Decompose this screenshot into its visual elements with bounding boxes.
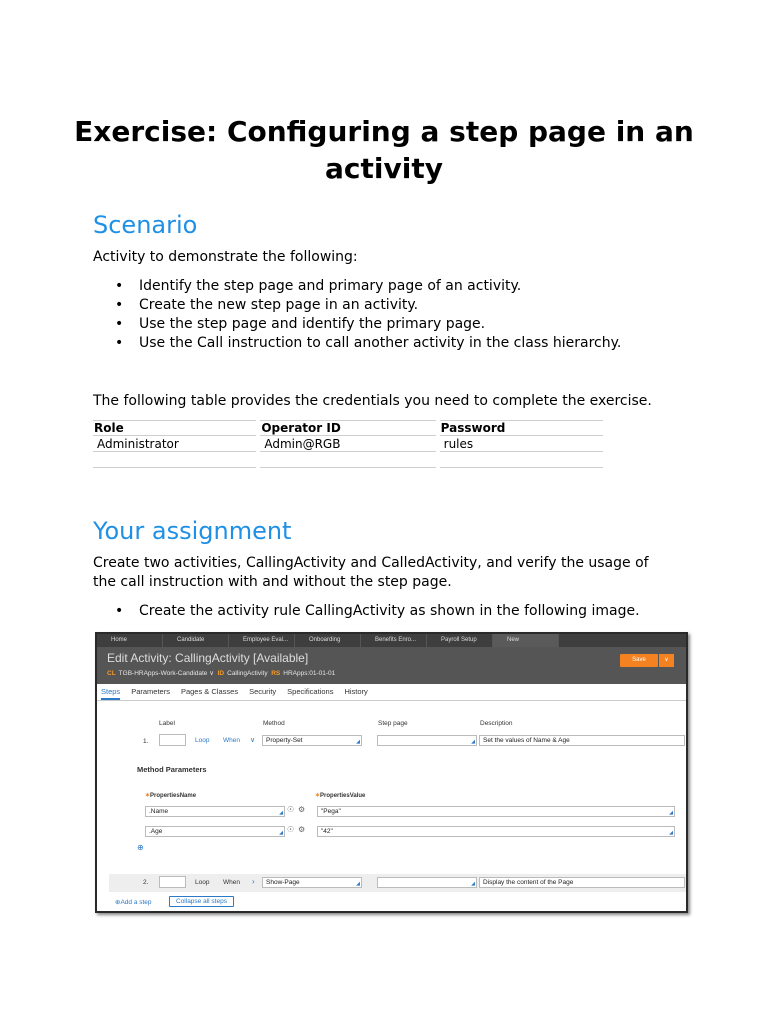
rule-form-tabs — [97, 684, 686, 701]
chevron-down-icon[interactable]: ∨ — [250, 737, 256, 744]
tab-security[interactable]: Security — [249, 687, 277, 696]
method-select[interactable]: Show-Page ◢ — [262, 877, 362, 888]
portal-tab-bar — [97, 634, 686, 647]
gear-icon[interactable]: ⚙ — [298, 805, 306, 814]
property-name-input[interactable]: .Name ◢ — [145, 806, 285, 817]
class-link[interactable]: TGB-HRApps-Work-Candidate — [118, 670, 208, 677]
chevron-down-icon[interactable]: ∨ — [209, 670, 214, 677]
scenario-bullet-list — [93, 277, 621, 353]
cell-password: rules — [440, 436, 603, 452]
add-step-link[interactable]: ⊕Add a step — [115, 899, 152, 906]
activity-screenshot — [95, 632, 688, 913]
when-link[interactable]: When — [223, 737, 240, 744]
description-column-header: Description — [480, 720, 513, 727]
tab-new[interactable]: New — [493, 634, 559, 647]
tab-payroll-setup[interactable]: Payroll Setup — [427, 634, 493, 647]
method-parameters-heading: Method Parameters — [137, 765, 207, 774]
scenario-heading: Scenario — [93, 211, 198, 239]
tab-parameters[interactable]: Parameters — [131, 687, 170, 696]
assignment-text: Create two activities, CallingActivity and CalledActivity, and verify the usage of the call instruction with and without the step page. — [93, 555, 649, 590]
rule-title: Edit Activity: CallingActivity [Available] — [107, 651, 309, 665]
tab-specifications[interactable]: Specifications — [287, 687, 334, 696]
tab-benefits-enro[interactable]: Benefits Enro... — [361, 634, 427, 647]
id-value: CallingActivity — [227, 670, 268, 677]
method-select[interactable]: Property-Set ◢ — [262, 735, 362, 746]
step-label-input[interactable] — [159, 876, 186, 888]
meta-key: ID — [217, 670, 225, 677]
list-item: • Create the new step page in an activity. — [93, 296, 621, 315]
loop-link[interactable]: Loop — [195, 737, 210, 744]
when-label[interactable]: When — [223, 879, 240, 886]
rule-meta — [107, 669, 335, 677]
page-title: Exercise: Configuring a step page in an activity — [74, 115, 694, 185]
gear-icon[interactable]: ⚙ — [298, 825, 306, 834]
table-row — [93, 436, 603, 452]
add-icon: ⊕ — [115, 899, 121, 906]
tab-employee-eval[interactable]: Employee Eval... — [229, 634, 295, 647]
ruleset-link[interactable]: HRApps:01-01-01 — [283, 670, 336, 677]
method-column-header: Method — [263, 720, 285, 727]
assignment-heading: Your assignment — [93, 517, 292, 545]
label-column-header: Label — [159, 720, 175, 727]
save-button[interactable]: Save — [620, 654, 658, 667]
credentials-table — [93, 420, 603, 468]
list-item: • Identify the step page and primary page of an activity. — [93, 277, 621, 296]
cell-role: Administrator — [93, 436, 256, 452]
tab-pages-classes[interactable]: Pages & Classes — [180, 687, 239, 696]
tab-history[interactable]: History — [344, 687, 368, 696]
empty-cell — [260, 452, 435, 468]
step-number: 2. — [143, 879, 149, 886]
tab-onboarding[interactable]: Onboarding — [295, 634, 361, 647]
list-item: • Use the step page and identify the primary page. — [93, 315, 621, 334]
list-item: • Use the Call instruction to call another activity in the class hierarchy. — [93, 334, 621, 353]
property-value-input[interactable]: "Pega" ◢ — [317, 806, 675, 817]
scenario-intro: Activity to demonstrate the following: — [93, 249, 358, 265]
step-number: 1. — [143, 738, 149, 745]
step-label-input[interactable] — [159, 734, 186, 746]
table-header-row — [93, 420, 603, 436]
assignment-bullet-list — [93, 602, 640, 621]
column-header-operator-id: Operator ID — [260, 420, 435, 436]
meta-key: CL — [107, 670, 116, 677]
list-item: • Create the activity rule CallingActivity as shown in the following image. — [93, 602, 640, 621]
step-page-column-header: Step page — [378, 720, 408, 727]
properties-value-header: ✶PropertiesValue — [315, 793, 366, 799]
cell-operator-id: Admin@RGB — [260, 436, 435, 452]
loop-label[interactable]: Loop — [195, 879, 210, 886]
table-row-empty — [93, 452, 603, 468]
meta-key: RS — [271, 670, 281, 677]
empty-cell — [93, 452, 256, 468]
column-header-role: Role — [93, 420, 256, 436]
property-value-input[interactable]: "42" ◢ — [317, 826, 675, 837]
target-icon[interactable]: ☉ — [287, 805, 295, 814]
step-page-input[interactable]: ◢ — [377, 735, 477, 746]
add-row-icon[interactable]: ⊕ — [137, 843, 144, 852]
tab-steps[interactable]: Steps — [101, 684, 120, 700]
column-header-password: Password — [440, 420, 603, 436]
tab-candidate[interactable]: Candidate — [163, 634, 229, 647]
collapse-all-steps-button[interactable]: Collapse all steps — [169, 896, 234, 907]
chevron-right-icon[interactable]: › — [252, 877, 255, 886]
rule-title-bar — [97, 647, 686, 684]
step-page-input[interactable]: ◢ — [377, 877, 477, 888]
description-input[interactable]: Display the content of the Page — [479, 877, 685, 888]
empty-cell — [440, 452, 603, 468]
target-icon[interactable]: ☉ — [287, 825, 295, 834]
description-input[interactable]: Set the values of Name & Age — [479, 735, 685, 746]
save-menu-chevron-icon[interactable]: ∨ — [659, 654, 674, 667]
property-name-input[interactable]: .Age ◢ — [145, 826, 285, 837]
tab-home[interactable]: Home — [97, 634, 163, 647]
properties-name-header: ✶PropertiesName — [145, 793, 197, 799]
table-intro: The following table provides the credentials you need to complete the exercise. — [93, 393, 652, 409]
